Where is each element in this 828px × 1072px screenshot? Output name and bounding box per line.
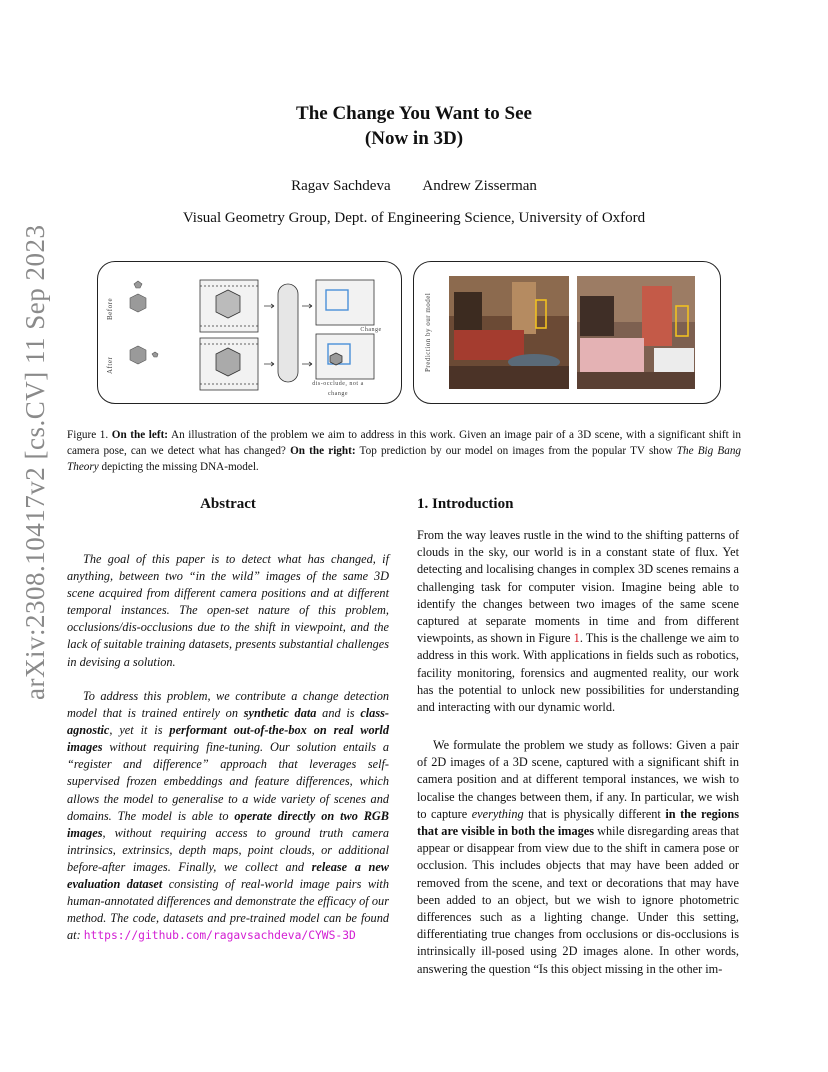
caption-left-head: On the left: bbox=[111, 429, 169, 441]
caption-tail: depicting the missing DNA-model. bbox=[101, 461, 259, 473]
caption-right-head: On the right: bbox=[290, 445, 356, 457]
abstract-paragraph-1: The goal of this paper is to detect what has changed, if anything, between two “in the wild” images of the same 3D scene acquired from different camera positions and at different temporal instances. The open-set nature of this problem, occlusions/dis-occlusions due to the shift in viewpoint, and the lack of suitable training datasets, presents substantial challenges in devising a solution. bbox=[67, 552, 389, 669]
caption-right-text: Top prediction by our model on images from the popular TV show bbox=[359, 445, 673, 457]
authors bbox=[100, 178, 728, 195]
caption-label: Figure 1. bbox=[67, 429, 109, 441]
arrow-icon bbox=[302, 362, 312, 366]
intro-text: . This is the challenge we aim to address in this work. With applications in fields such as robotics, facility monitoring, forensics and augmented reality, our work has the potential to unlock new possibilities for understanding and interacting with our dynamic world. bbox=[417, 631, 739, 715]
label-before: Before bbox=[106, 297, 114, 320]
intro-heading: 1. Introduction bbox=[417, 496, 514, 512]
abstract-heading: Abstract bbox=[200, 496, 256, 512]
intro-text: while disregarding areas that appear or disappear from view due to the shift in camera pose or occlusion. This includes objects that may have been added or removed from the scene, and text or decorations that may have been added to an object, but we wish to ignore photometric differences such as a lighting change. Under this setting, differentiating true changes from occlusions or dis-occlusions is intrinsically ill-posed using 2D images alone. In other words, answering the question “Is this object missing in the other im- bbox=[417, 824, 739, 976]
abstract-text: consisting of real-world image pairs with human-annotated differences and demonstrate the efficacy of our method. The code, datasets and pre-trained model can be found at: bbox=[67, 877, 389, 943]
author-2: Andrew Zisserman bbox=[422, 178, 537, 194]
figure-right-panel bbox=[413, 261, 721, 404]
figure-caption bbox=[67, 427, 741, 475]
arrow-icon bbox=[264, 362, 274, 366]
intro-bold: in the regions that are visible in both the images bbox=[417, 806, 739, 839]
label-prediction: Prediction by our model bbox=[424, 292, 432, 372]
abstract-emphasis: synthetic data bbox=[243, 706, 317, 721]
before-small-object-icon bbox=[134, 281, 142, 288]
abstract-emphasis: release a new evaluation dataset bbox=[67, 859, 389, 892]
figure-left-panel bbox=[97, 261, 402, 404]
author-1: Ragav Sachdeva bbox=[291, 178, 391, 194]
label-change: Change bbox=[360, 327, 382, 333]
model-block bbox=[278, 284, 298, 382]
prediction-images bbox=[414, 262, 720, 403]
label-after: After bbox=[106, 356, 114, 374]
label-disocclude: dis-occlude, not a bbox=[312, 381, 364, 387]
arrow-icon bbox=[264, 304, 274, 308]
abstract-text: To address this problem, we contribute a change detection model that is trained entirely on bbox=[67, 689, 389, 721]
after-object-icon bbox=[130, 346, 146, 364]
before-scene-photo bbox=[449, 276, 569, 389]
code-link[interactable]: https://github.com/ragavsachdeva/CYWS-3D bbox=[83, 929, 356, 943]
title-line-2: (Now in 3D) bbox=[364, 128, 464, 149]
affiliation: Visual Geometry Group, Dept. of Engineering Science, University of Oxford bbox=[182, 210, 646, 226]
intro-emphasis: everything bbox=[471, 806, 524, 821]
after-small-object-icon bbox=[152, 352, 158, 357]
abstract-emphasis: performant out-of-the-box on real world images bbox=[67, 723, 389, 755]
intro-text: From the way leaves rustle in the wind to the shifting patterns of clouds in the sky, our world is in a constant state of flux. Yet detecting and localising changes in complex 3D scenes remains a challenging task for computer vision. Imagine being able to identify the changes between two images of the same scene captured at separate moments in time and from different viewpoints, as shown in Figure bbox=[417, 528, 739, 646]
title-line-1: The Change You Want to See bbox=[296, 103, 532, 124]
intro-text: that is physically different bbox=[528, 806, 661, 821]
intro-paragraph-2 bbox=[417, 737, 739, 978]
before-object-icon bbox=[130, 294, 146, 312]
abstract-text: , without requiring access to ground truth camera intrinsics, extrinsics, depth maps, point clouds, or additional before-after images. Finally, we collect and bbox=[67, 825, 389, 874]
figure-ref-link[interactable]: 1 bbox=[573, 631, 580, 646]
abstract-emphasis: operate directly on two RGB images bbox=[67, 808, 390, 840]
intro-paragraph-1 bbox=[417, 527, 739, 716]
after-scene-photo bbox=[577, 276, 695, 389]
abstract-text: and is bbox=[322, 706, 355, 721]
abstract-text: , yet it is bbox=[109, 723, 163, 738]
abstract-emphasis: class-agnostic bbox=[67, 706, 390, 738]
caption-show: The Big Bang Theory bbox=[67, 445, 742, 473]
label-disocclude-2: change bbox=[328, 391, 348, 397]
after-frame bbox=[200, 338, 258, 390]
change-illustration bbox=[98, 262, 401, 403]
arrow-icon bbox=[302, 304, 312, 308]
arxiv-side-stamp: arXiv:2308.10417v2 [cs.CV] 11 Sep 2023 bbox=[20, 224, 50, 700]
abstract-text: without requiring fine-tuning. Our solution entails a “register and difference” approach that leverages self-supervised frozen embeddings and feature differences, which allows the model to generalise to a wide variety of scenes and domains. The model is able to bbox=[67, 740, 390, 823]
paper-title bbox=[100, 101, 728, 151]
before-frame bbox=[200, 280, 258, 332]
intro-text: We formulate the problem we study as follows: Given a pair of 2D images of a 3D scene, captured with a significant shift in camera position and at different temporal instances, we wish to localise the changes between them, if any. In particular, we wish to capture bbox=[417, 738, 739, 821]
caption-left-text: An illustration of the problem we aim to address in this work. Given an image pair of a 3D scene, with a significant shift in camera pose, can we detect what has changed? bbox=[67, 429, 742, 457]
abstract-paragraph-2 bbox=[67, 688, 389, 944]
